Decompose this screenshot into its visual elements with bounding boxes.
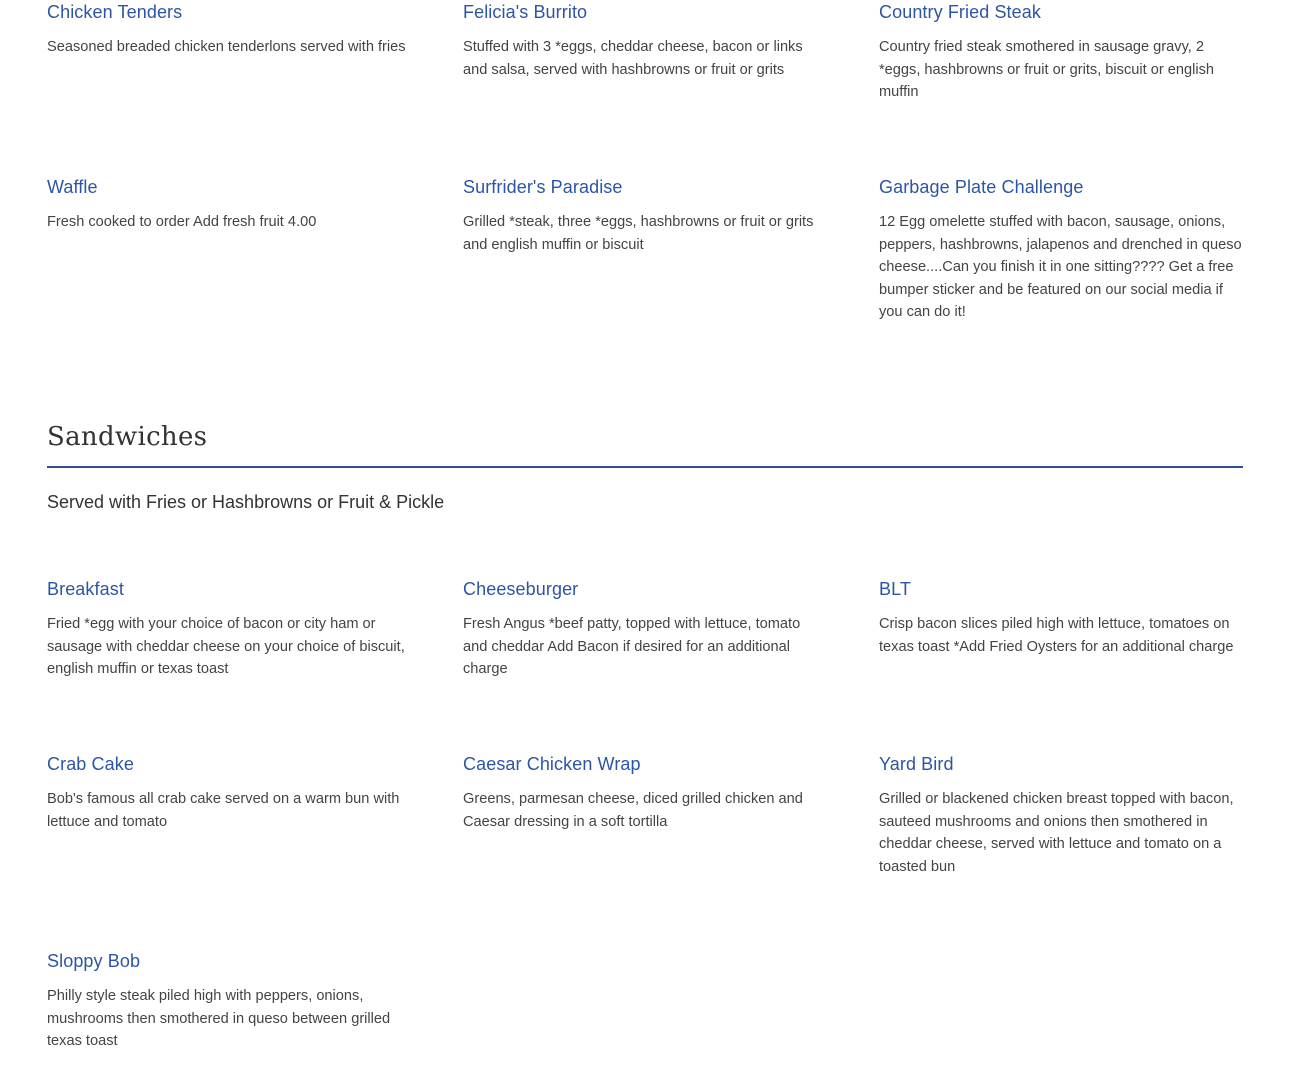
menu-item-description: Bob's famous all crab cake served on a warm bun with lettuce and tomato	[47, 791, 400, 830]
menu-item	[47, 0, 463, 175]
menu-item-description: Philly style steak piled high with peppers, onions, mushrooms then smothered in queso between grilled texas toast	[47, 988, 391, 1049]
menu-item	[463, 752, 879, 949]
menu-item-description: Country fried steak smothered in sausage gravy, 2 *eggs, hashbrowns or fruit or grits, biscuit or english muffin	[879, 39, 1215, 100]
menu-item-title: Crab Cake	[47, 754, 134, 774]
menu-item-title: Felicia's Burrito	[463, 2, 588, 22]
menu-item	[47, 175, 463, 405]
menu-item-description: Fried *egg with your choice of bacon or city ham or sausage with cheddar cheese on your choice of biscuit, english muffin or texas toast	[47, 616, 405, 677]
menu-item-title: Sloppy Bob	[47, 951, 141, 971]
menu-item	[879, 0, 1243, 175]
menu-item-description: Fresh cooked to order Add fresh fruit 4.00	[47, 214, 317, 230]
menu-item	[879, 577, 1243, 752]
menu-item-title: Breakfast	[47, 579, 124, 599]
menu-item-title: Surfrider's Paradise	[463, 177, 623, 197]
section-note: Served with Fries or Hashbrowns or Fruit & Pickle	[47, 492, 445, 512]
menu-item-title: Cheeseburger	[463, 579, 579, 599]
menu-item-title: BLT	[879, 579, 911, 599]
menu-item	[47, 752, 463, 949]
menu-item	[463, 0, 879, 175]
menu-item-title: Caesar Chicken Wrap	[463, 754, 641, 774]
menu-item-description: Crisp bacon slices piled high with lettuce, tomatoes on texas toast *Add Fried Oysters for an additional charge	[879, 616, 1234, 655]
section-divider	[47, 466, 1243, 468]
menu-item-title: Garbage Plate Challenge	[879, 177, 1084, 197]
menu-item-description: Fresh Angus *beef patty, topped with lettuce, tomato and cheddar Add Bacon if desired for an additional charge	[463, 616, 801, 677]
menu-item-description: Greens, parmesan cheese, diced grilled chicken and Caesar dressing in a soft tortilla	[463, 791, 803, 830]
menu-item-title: Country Fried Steak	[879, 2, 1041, 22]
menu-item-description: Grilled or blackened chicken breast topped with bacon, sauteed mushrooms and onions then smothered in cheddar cheese, served with lettuce and tomato on a toasted bun	[879, 791, 1234, 875]
menu-item	[47, 577, 463, 752]
menu-item-description: Grilled *steak, three *eggs, hashbrowns or fruit or grits and english muffin or biscuit	[463, 214, 814, 253]
menu-grid-sandwiches	[47, 577, 1243, 1059]
menu-item-title: Yard Bird	[879, 754, 954, 774]
section-title: Sandwiches	[47, 422, 208, 452]
menu-item	[47, 949, 463, 1059]
menu-item	[463, 577, 879, 752]
menu-item	[879, 752, 1243, 949]
menu-item-title: Chicken Tenders	[47, 2, 183, 22]
menu-item-description: Seasoned breaded chicken tenderlons served with fries	[47, 39, 406, 55]
menu-item	[463, 175, 879, 405]
menu-item-title: Waffle	[47, 177, 98, 197]
menu-grid-breakfast	[47, 0, 1243, 405]
menu-item	[879, 175, 1243, 405]
menu-item-description: Stuffed with 3 *eggs, cheddar cheese, bacon or links and salsa, served with hashbrowns or fruit or grits	[463, 39, 803, 78]
menu-item-description: 12 Egg omelette stuffed with bacon, sausage, onions, peppers, hashbrowns, jalapenos and drenched in queso cheese....Can you finish it in one sitting???? Get a free bumper sticker and be featured on our social media if you can do it!	[879, 214, 1242, 320]
